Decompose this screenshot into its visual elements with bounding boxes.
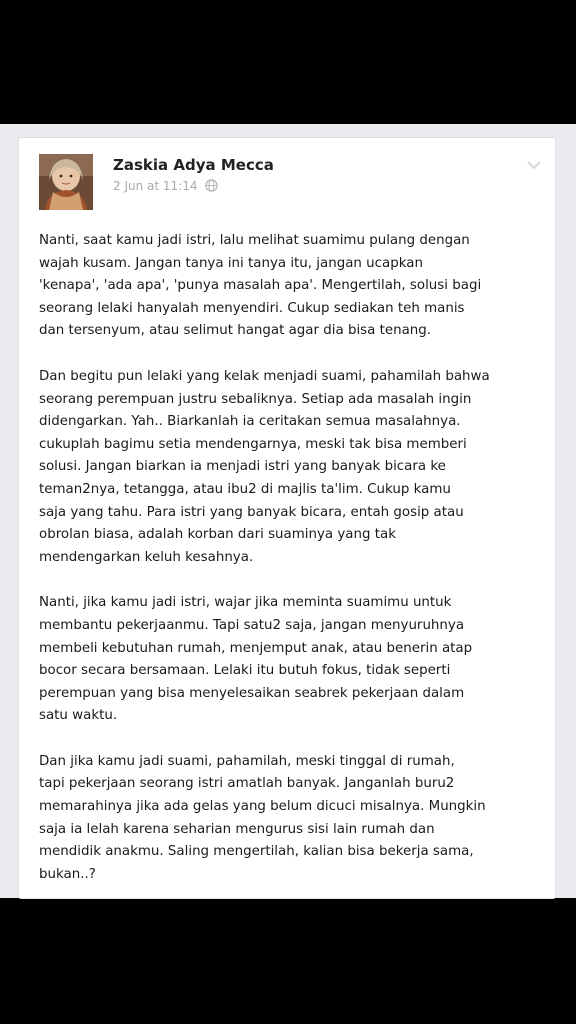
- post-paragraph: Nanti, saat kamu jadi istri, lalu melihat suamimu pulang dengan wajah kusam. Jangan tanya ini tanya itu, jangan ucapkan 'kenapa', 'ada apa', 'punya masalah apa'. Mengertilah, solusi bagi seorang lelaki hanyalah menyendiri. Cukup sediakan teh manis dan tersenyum, atau selimut hangat agar dia bisa tenang.: [39, 233, 482, 339]
- post-card: [18, 137, 556, 899]
- post-meta: [113, 179, 218, 195]
- post-paragraph: Dan begitu pun lelaki yang kelak menjadi suami, pahamilah bahwa seorang perempuan justru sebaliknya. Setiap ada masalah ingin didengarkan. Yah.. Biarkanlah ia ceritakan semua masalahnya. cukuplah bagimu setia mendengarnya, meski tak bisa memberi solusi. Jangan biarkan ia menjadi istri yang banyak bicara ke teman2nya, tetangga, atau ibu2 di majlis ta'lim. Cukup kamu saja yang tahu. Para istri yang banyak bicara, entah gosip atau obrolan biasa, adalah korban dari suaminya yang tak mendengarkan keluh kesahnya.: [39, 368, 490, 565]
- globe-icon[interactable]: [205, 179, 218, 195]
- chevron-down-icon[interactable]: [525, 158, 543, 170]
- author-name[interactable]: Zaskia Adya Mecca: [113, 156, 274, 174]
- post-header: [39, 154, 539, 214]
- post-paragraph: Dan jika kamu jadi suami, pahamilah, meski tinggal di rumah, tapi pekerjaan seorang istri amatlah banyak. Janganlah buru2 memarahinya jika ada gelas yang belum dicuci misalnya. Mungkin saja ia lelah karena seharian mengurus sisi lain rumah dan mendidik anakmu. Saling mengertilah, kalian bisa bekerja sama, bukan..?: [39, 753, 486, 882]
- post-paragraph: Nanti, jika kamu jadi istri, wajar jika meminta suamimu untuk membantu pekerjaanmu. Tapi satu2 saja, jangan menyuruhnya membeli kebutuhan rumah, menjemput anak, atau benerin atap bocor secara bersamaan. Lelaki itu butuh fokus, tidak seperti perempuan yang bisa menyelesaikan seabrek pekerjaan dalam satu waktu.: [39, 595, 473, 724]
- post-text: [39, 230, 549, 909]
- post-timestamp[interactable]: 2 Jun at 11:14: [113, 179, 198, 193]
- avatar[interactable]: [39, 154, 93, 210]
